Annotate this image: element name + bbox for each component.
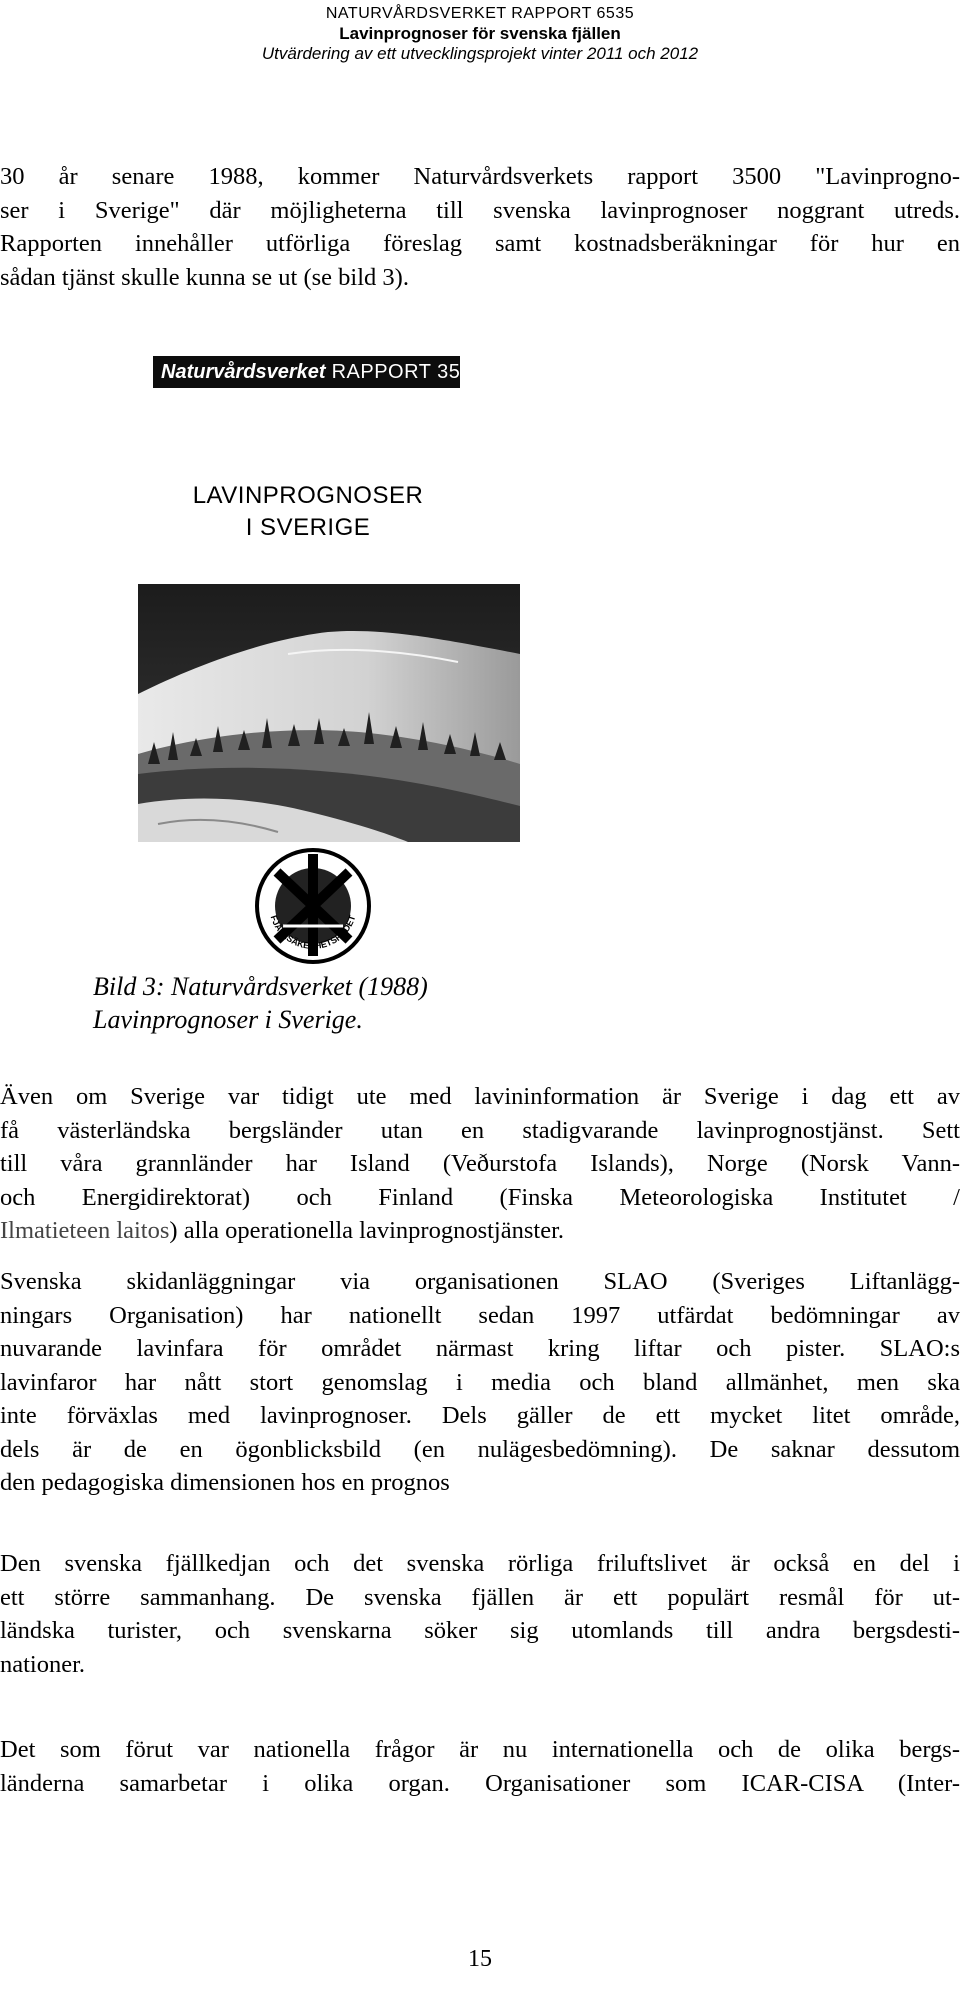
text-line: ett större sammanhang. De svenska fjällen är ett populärt resmål för ut- <box>0 1583 960 1611</box>
text-line: till våra grannländer har Island (Veðurstofa Islands), Norge (Norsk Vann- <box>0 1150 960 1177</box>
paragraph-2 <box>0 1080 960 1248</box>
cover-report-number: RAPPORT 3500 <box>325 361 484 383</box>
text-line: lavinfaror har nått stort genomslag i media och bland allmänhet, men ska <box>0 1368 960 1396</box>
cover-header-band <box>153 356 484 388</box>
text-line: ser i Sverige" där möjligheterna till svenska lavinprognoser noggrant utreds. <box>0 196 960 224</box>
paragraph-5 <box>0 1733 960 1800</box>
text-line: Även om Sverige var tidigt ute med lavininformation är Sverige i dag ett av <box>0 1083 960 1110</box>
text-line: länderna samarbetar i olika organ. Organisationer som ICAR-CISA (Inter- <box>0 1769 960 1797</box>
cover-photo <box>138 584 520 842</box>
paragraph-4 <box>0 1547 960 1681</box>
text-line <box>0 1214 960 1248</box>
text-line: få västerländska bergsländer utan en stadigvarande lavinprognostjänst. Sett <box>0 1116 960 1144</box>
text-line: Det som förut var nationella frågor är nu internationella och de olika bergs- <box>0 1736 960 1763</box>
emblem-text: FJÄLLSÄKERHETSRÅDET <box>268 913 358 951</box>
header-report-number: NATURVÅRDSVERKET RAPPORT 6535 <box>325 5 635 22</box>
page-number: 15 <box>468 1946 492 1972</box>
caption-line1: Bild 3: Naturvårdsverket (1988) <box>93 972 428 1001</box>
text-line: sådan tjänst skulle kunna se ut (se bild 3). <box>0 263 409 291</box>
cover-brand: Naturvårdsverket <box>161 361 326 383</box>
text-line: och Energidirektorat) och Finland (Finska Meteorologiska Institutet / <box>0 1183 960 1211</box>
text-line: Den svenska fjällkedjan och det svenska rörliga friluftslivet är också en del i <box>0 1550 960 1577</box>
header-subtitle: Utvärdering av ett utvecklingsprojekt vinter 2011 och 2012 <box>261 44 699 64</box>
fjallsakerhetsradet-emblem <box>253 846 373 966</box>
text-line: ningars Organisation) har nationellt sedan 1997 utfärdat bedömningar av <box>0 1301 960 1329</box>
text-line: nationer. <box>0 1650 86 1678</box>
text-line: 30 år senare 1988, kommer Naturvårdsverkets rapport 3500 "Lavinprogno- <box>0 163 960 190</box>
text-line: Rapporten innehåller utförliga föreslag samt kostnadsberäkningar för hur en <box>0 230 960 257</box>
fmi-finnish-name: Ilmatieteen laitos <box>0 1217 170 1244</box>
text-line: nuvarande lavinfara för området närmast kring liftar och pister. SLAO:s <box>0 1335 960 1362</box>
paragraph-3 <box>0 1265 960 1500</box>
text-line: Svenska skidanläggningar via organisationen SLAO (Sveriges Liftanlägg- <box>0 1268 960 1295</box>
text-line: inte förväxlas med lavinprognoser. Dels gäller de ett mycket litet område, <box>0 1402 960 1429</box>
text-line: den pedagogiska dimensionen hos en prognos <box>0 1469 450 1496</box>
cover-title-line1: LAVINPROGNOSER <box>192 482 424 509</box>
cover-title-line2: I SVERIGE <box>245 514 371 541</box>
paragraph-1 <box>0 160 960 294</box>
page-header <box>0 4 960 65</box>
text-line: ländska turister, och svenskarna söker sig utomlands till andra bergsdesti- <box>0 1617 960 1644</box>
header-title: Lavinprognoser för svenska fjällen <box>339 23 621 43</box>
text-line: dels är de en ögonblicksbild (en nulägesbedömning). De saknar dessutom <box>0 1435 960 1463</box>
caption-line2: Lavinprognoser i Sverige. <box>93 1005 363 1034</box>
report-cover-image <box>93 348 523 968</box>
text-segment: ) alla operationella lavinprognostjänster. <box>169 1217 565 1244</box>
figure-caption <box>93 970 428 1036</box>
